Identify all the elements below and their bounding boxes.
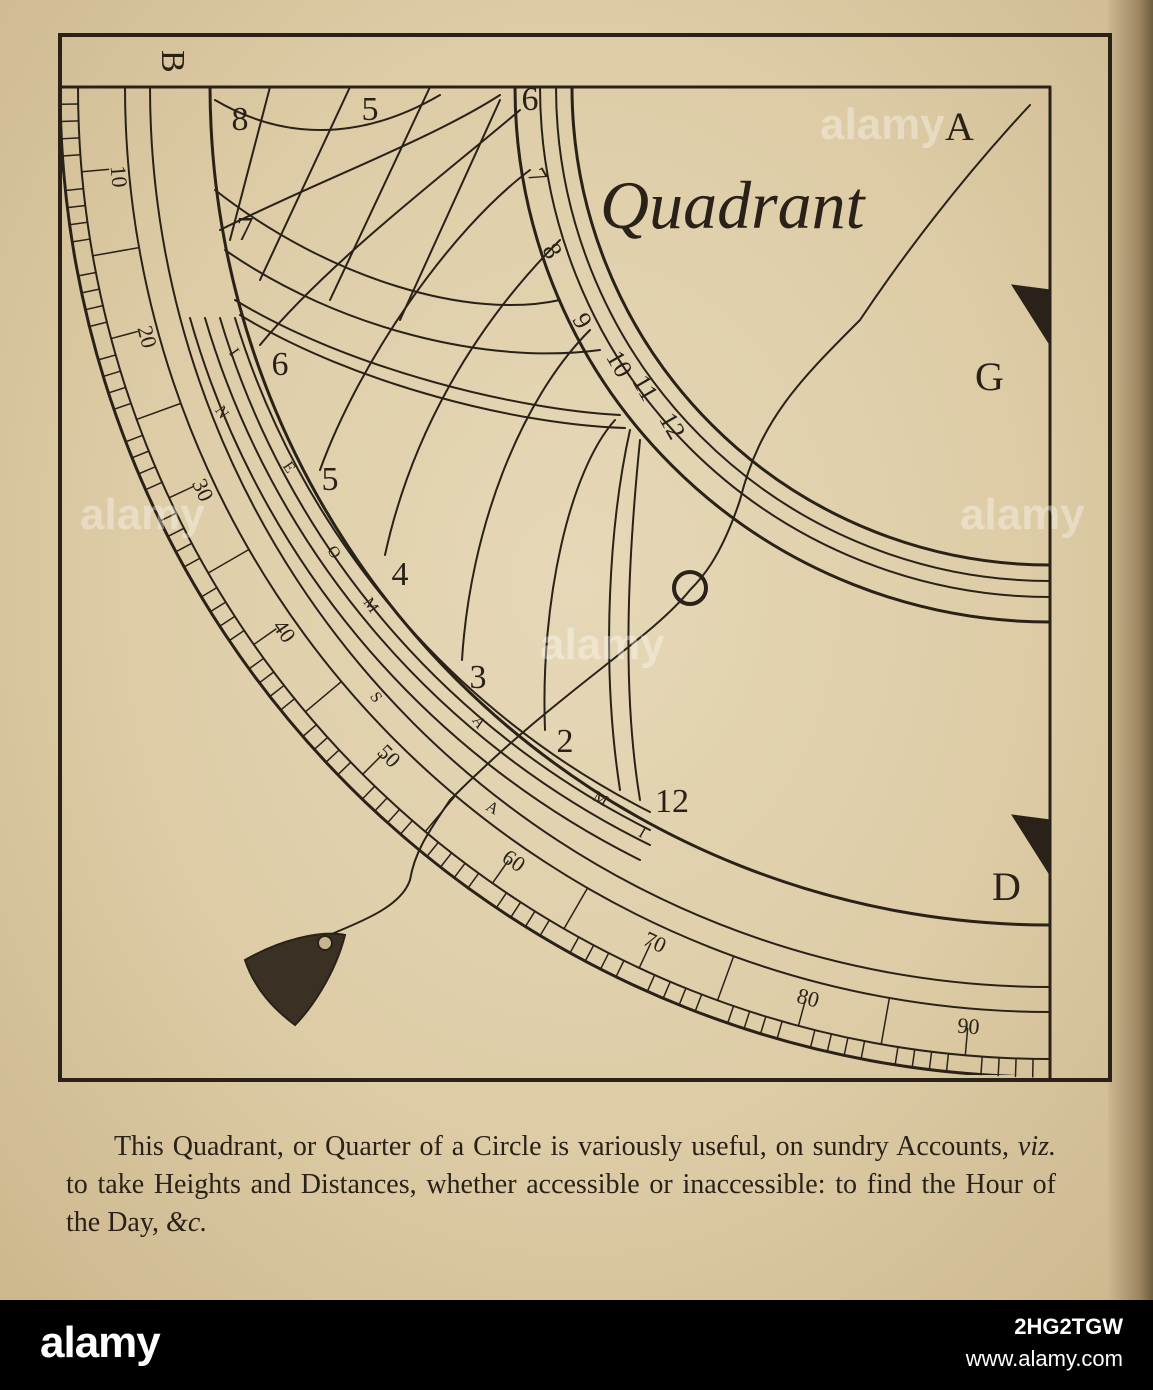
month-letter: S: [366, 688, 386, 706]
month-letter: M: [359, 594, 382, 617]
limb-tick: [146, 482, 162, 489]
decl-arc3: [235, 300, 620, 415]
corner-label-g: G: [975, 354, 1004, 399]
limb-tick: [827, 1034, 831, 1052]
limb-tick: [249, 658, 264, 669]
hour-curve-1: [609, 430, 630, 790]
hour-label: 4: [391, 556, 409, 593]
zodiac-arc3: [220, 318, 650, 830]
ring-label: 10: [600, 345, 639, 383]
limb-tick: [220, 616, 235, 626]
hour-label: 7: [236, 211, 254, 248]
watermark: alamy: [540, 620, 665, 669]
hour-label: 3: [469, 659, 487, 696]
limb-tick: [947, 1054, 949, 1072]
limb-tick: [718, 956, 734, 1000]
limb-tick: [496, 893, 506, 908]
limb-tick: [810, 1030, 814, 1047]
ring-label: 9: [566, 307, 599, 334]
limb-tick: [761, 1017, 766, 1034]
limb-tick: [570, 937, 579, 953]
hour-curve-5: [320, 170, 530, 470]
limb-tick: [184, 558, 200, 567]
limb-tick: [440, 853, 451, 867]
limb-tick: [601, 953, 609, 969]
footer-logo: alamy: [40, 1318, 160, 1367]
limb-tick: [314, 737, 327, 749]
month-letter: E: [278, 458, 299, 477]
limb-tick: [72, 239, 90, 242]
month-letter: I: [635, 824, 649, 842]
caption-line2: to take Heights and Distances, whether accessible or inaccessible: to find the Hour of the Day,: [66, 1169, 1056, 1238]
quadrant-title: Quadrant: [600, 167, 865, 243]
limb-tick: [375, 798, 387, 811]
limb-tick: [132, 451, 149, 458]
degree-label: 50: [372, 739, 406, 773]
hour-curve-6: [260, 110, 520, 345]
limb-outer-arc: [60, 87, 1050, 1077]
limb-tick: [1015, 1058, 1016, 1076]
limb-tick: [679, 988, 686, 1005]
degree-label: 30: [187, 474, 220, 506]
limb-tick: [78, 272, 96, 275]
ring-label: 11: [626, 369, 665, 406]
limb-tick: [62, 155, 80, 156]
limb-tick: [564, 888, 588, 929]
limb-tick: [98, 355, 115, 360]
limb-tick: [326, 750, 339, 762]
zodiac-arc4: [235, 318, 650, 812]
limb-tick: [82, 289, 100, 293]
hour-label: 2: [556, 723, 574, 760]
degree-label: 10: [105, 164, 133, 189]
limb-tick: [388, 809, 400, 822]
footer-meta: [966, 1314, 1123, 1372]
limb-tick: [777, 1021, 782, 1038]
caption-line1: This Quadrant, or Quarter of a Circle is variously useful, on sundry Accounts,: [114, 1131, 1009, 1162]
hour-label: 12: [655, 783, 689, 820]
limb-tick: [912, 1050, 915, 1068]
limb-ticks: [60, 87, 1050, 1077]
limb-tick: [468, 873, 479, 888]
hour-curve-8: [215, 95, 440, 130]
image-id: 2HG2TGW: [1014, 1314, 1123, 1339]
limb-tick: [270, 685, 284, 696]
degree-label: 70: [639, 925, 671, 958]
degree-label: 40: [267, 614, 302, 648]
limb-tick: [525, 911, 535, 926]
limb-tick: [208, 550, 249, 574]
limb-tick: [338, 762, 351, 775]
degree-label: 80: [794, 982, 822, 1013]
limb-tick: [647, 975, 654, 991]
limb-tick: [401, 821, 413, 835]
limb-tick: [362, 786, 375, 799]
limb-tick: [511, 902, 521, 917]
ring-label: 12: [653, 407, 692, 445]
hour-curve-3: [462, 330, 590, 660]
limb-tick: [728, 1006, 734, 1023]
month-letter: I: [225, 345, 243, 360]
limb-tick: [303, 725, 317, 737]
hour-label: 8: [231, 101, 249, 138]
hour-curve-2: [544, 420, 615, 730]
footer-bar: [0, 1300, 1153, 1390]
limb-tick: [259, 672, 273, 683]
bead: [674, 572, 706, 604]
watermark: alamy: [820, 100, 945, 149]
limb-tick: [861, 1041, 864, 1059]
limb-tick: [744, 1011, 750, 1028]
limb-tick: [82, 169, 109, 171]
limb-inner-arc2: [125, 87, 1050, 1012]
ring-label: 8: [536, 237, 569, 264]
limb-tick: [65, 189, 83, 191]
limb-tick: [108, 387, 125, 393]
limb-tick: [229, 631, 244, 641]
limb-tick: [616, 961, 624, 977]
limb-tick: [201, 588, 216, 597]
corner-label-d: D: [992, 864, 1021, 909]
month-letter: O: [323, 542, 344, 563]
ring-label: 7: [521, 162, 554, 189]
caption-etc: &c.: [166, 1207, 208, 1238]
degree-label: 60: [497, 843, 531, 878]
limb-tick: [695, 994, 701, 1011]
limb-tick: [126, 435, 143, 441]
month-letter: N: [211, 402, 232, 423]
limb-tick: [981, 1057, 982, 1075]
limb-tick: [176, 543, 192, 551]
sight-upper: [1012, 285, 1050, 345]
limb-tick: [540, 920, 549, 935]
limb-tick: [85, 306, 103, 310]
month-letter: A: [482, 797, 502, 819]
limb-tick: [137, 403, 181, 419]
limb-tick: [103, 371, 120, 376]
limb-tick: [210, 602, 225, 612]
limb-tick: [881, 998, 889, 1044]
zodiac-arc1: [190, 318, 640, 860]
limb-tick: [89, 322, 106, 326]
watermark: alamy: [960, 490, 1085, 539]
limb-tick: [281, 699, 295, 710]
limb-tick: [929, 1052, 931, 1070]
watermark: alamy: [80, 490, 205, 539]
limb-tick: [585, 945, 593, 961]
corner-label-b: B: [154, 50, 191, 73]
limb-tick: [844, 1038, 848, 1056]
limb-tick: [61, 138, 79, 139]
corner-label-a: A: [945, 104, 974, 149]
limb-tick: [67, 205, 85, 207]
caption: [66, 1128, 1056, 1242]
limb-tick: [895, 1047, 898, 1065]
hour-label: 5: [321, 461, 339, 498]
caption-viz: viz.: [1017, 1131, 1056, 1162]
limb-tick: [139, 467, 156, 474]
hour-curve-4: [385, 240, 560, 555]
limb-tick: [663, 982, 670, 999]
limb-tick: [998, 1058, 999, 1076]
limb-tick: [454, 863, 465, 877]
hour-label: 6: [521, 81, 539, 118]
month-letter: M: [589, 788, 611, 811]
limb-tick: [61, 121, 79, 122]
limb-tick: [70, 222, 88, 225]
degree-label: 20: [132, 323, 163, 351]
month-letter: A: [468, 712, 489, 733]
limb-tick: [427, 842, 438, 856]
limb-tick: [114, 403, 131, 409]
hour-label: 5: [361, 91, 379, 128]
limb-tick: [93, 248, 139, 256]
zodiac-arc2: [205, 318, 650, 845]
hour-label: 6: [271, 346, 289, 383]
degree-label: 90: [956, 1012, 981, 1040]
limb-tick: [305, 682, 341, 712]
limb-tick: [425, 796, 455, 832]
footer-url: www.alamy.com: [965, 1346, 1123, 1371]
